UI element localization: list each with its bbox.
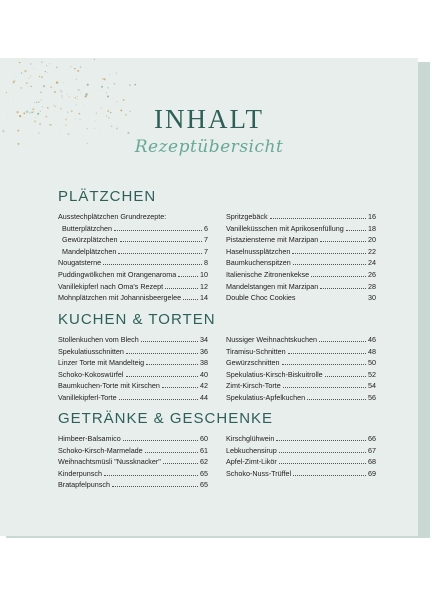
dot-leader — [325, 376, 366, 377]
toc-entry — [58, 479, 208, 491]
toc-entry — [58, 281, 208, 293]
toc-entry-title: Mohnplätzchen mit Johannisbeergelee — [58, 293, 182, 303]
toc-entry — [58, 257, 208, 269]
toc-entry-title: Weihnachtsmüsli "Nussknacker" — [58, 457, 161, 467]
dot-leader — [346, 230, 366, 231]
toc-entry-title: Spritzgebäck — [226, 212, 268, 221]
dot-leader — [293, 475, 366, 476]
toc-entry — [226, 445, 376, 457]
toc-entry — [226, 211, 376, 223]
toc-column-left — [58, 334, 208, 404]
toc-entry — [226, 456, 376, 468]
toc-entry-page-number: 30 — [368, 293, 376, 303]
dot-leader — [165, 288, 198, 289]
toc-entry — [58, 269, 208, 281]
toc-entry-title: Kinderpunsch — [58, 468, 102, 478]
dot-leader — [320, 241, 366, 242]
toc-column-left — [58, 433, 208, 491]
toc-entry-page-number: 7 — [204, 235, 208, 245]
toc-entry-title: Mandelplätzchen — [62, 246, 117, 256]
toc-entry — [226, 234, 376, 246]
toc-entry-page-number: 36 — [200, 346, 208, 356]
section-heading: PLÄTZCHEN — [58, 188, 157, 205]
toc-entry-page-number: 67 — [368, 445, 376, 455]
toc-entry-title: Haselnussplätzchen — [226, 246, 291, 256]
toc-entry-page-number: 62 — [200, 457, 208, 467]
toc-entry-page-number: 66 — [368, 434, 376, 443]
toc-entry — [58, 211, 208, 223]
dot-leader — [320, 288, 366, 289]
toc-entry — [226, 380, 376, 392]
toc-entry — [58, 234, 208, 246]
toc-entry-title: Spekulatius-Apfelkuchen — [226, 392, 306, 402]
dot-leader — [276, 440, 366, 441]
toc-entry-page-number: 16 — [368, 212, 376, 221]
dot-leader — [183, 299, 198, 300]
toc-entry-page-number: 24 — [368, 258, 376, 268]
toc-entry-title: Schoko-Nuss-Trüffel — [226, 468, 292, 478]
toc-entry — [226, 269, 376, 281]
toc-entry-page-number: 22 — [368, 246, 376, 256]
toc-entry — [58, 346, 208, 358]
toc-entry-page-number: 69 — [368, 468, 376, 478]
dot-leader — [279, 463, 366, 464]
toc-entry — [58, 445, 208, 457]
toc-entry — [58, 433, 208, 445]
toc-entry-page-number: 18 — [368, 223, 376, 233]
toc-entry-title: Puddingwölkchen mit Orangenaroma — [58, 269, 177, 279]
toc-entry-title: Spekulatius-Kirsch-Biskuitrolle — [226, 369, 323, 379]
toc-entry-page-number: 44 — [200, 392, 208, 402]
toc-entry-title: Schoko-Kokoswürfel — [58, 369, 124, 379]
dot-leader — [279, 452, 366, 453]
dot-leader — [163, 463, 198, 464]
dot-leader — [311, 276, 366, 277]
dot-leader — [103, 264, 202, 265]
section-heading: GETRÄNKE & GESCHENKE — [58, 410, 274, 427]
dot-leader — [126, 353, 198, 354]
toc-entry — [58, 223, 208, 235]
dot-leader — [146, 364, 198, 365]
dot-leader — [283, 387, 366, 388]
toc-entry — [226, 357, 376, 369]
toc-entry-title: Stollenkuchen vom Blech — [58, 335, 139, 344]
dot-leader — [319, 341, 366, 342]
toc-column-left — [58, 211, 208, 304]
toc-entry-title: Gewürzplätzchen — [62, 235, 118, 245]
toc-entry-title: Double Choc Cookies — [226, 293, 296, 303]
toc-entry-page-number: 20 — [368, 235, 376, 245]
page-title: INHALT — [154, 104, 264, 134]
toc-entry — [58, 468, 208, 480]
toc-entry-page-number: 12 — [200, 281, 208, 291]
dot-leader — [162, 387, 198, 388]
toc-entry-page-number: 38 — [200, 358, 208, 368]
toc-entry-title: Himbeer-Balsamico — [58, 434, 121, 443]
toc-entry — [226, 433, 376, 445]
toc-entry — [226, 257, 376, 269]
toc-entry-title: Apfel-Zimt-Likör — [226, 457, 277, 467]
dot-leader — [123, 440, 198, 441]
toc-entry-title: Linzer Torte mit Mandelteig — [58, 358, 145, 368]
toc-entry-page-number: 7 — [204, 246, 208, 256]
toc-entry-title: Schoko-Kirsch-Marmelade — [58, 445, 143, 455]
toc-entry-page-number: 14 — [200, 293, 208, 303]
toc-entry — [58, 246, 208, 258]
toc-entry-page-number: 6 — [204, 223, 208, 233]
toc-entry — [226, 392, 376, 404]
dot-leader — [141, 341, 198, 342]
toc-entry-title: Vanilleküsschen mit Aprikosenfüllung — [226, 223, 344, 233]
toc-entry-page-number: 40 — [200, 369, 208, 379]
toc-entry-page-number: 34 — [200, 335, 208, 344]
toc-entry — [58, 380, 208, 392]
toc-entry-page-number: 50 — [368, 358, 376, 368]
toc-entry-page-number: 54 — [368, 381, 376, 391]
toc-entry-page-number: 60 — [200, 434, 208, 443]
toc-entry-page-number: 28 — [368, 281, 376, 291]
toc-entry-page-number: 48 — [368, 346, 376, 356]
dot-leader — [126, 376, 198, 377]
toc-entry-title: Lebkuchensirup — [226, 445, 277, 455]
dot-leader — [288, 353, 366, 354]
toc-entry-title: Bratapfelpunsch — [58, 480, 110, 490]
toc-entry-page-number: 8 — [204, 258, 208, 268]
dot-leader — [293, 264, 366, 265]
toc-entry-page-number: 46 — [368, 335, 376, 344]
toc-entry-title: Zimt-Kirsch-Torte — [226, 381, 281, 391]
toc-entry-page-number: 68 — [368, 457, 376, 467]
dot-leader — [120, 241, 202, 242]
toc-entry-title: Gewürzschnitten — [226, 358, 280, 368]
toc-entry — [226, 281, 376, 293]
toc-entry — [226, 223, 376, 235]
toc-entry-title: Spekulatiusschnitten — [58, 346, 124, 356]
dot-leader — [270, 218, 366, 219]
toc-entry-title: Vanillekipferl nach Oma's Rezept — [58, 281, 164, 291]
toc-entry-title: Vanillekipferl-Torte — [58, 392, 117, 402]
toc-entry-page-number: 56 — [368, 392, 376, 402]
toc-entry — [226, 334, 376, 346]
page-subtitle: Rezeptübersicht — [134, 137, 284, 157]
toc-entry-title: Tiramisu-Schnitten — [226, 346, 286, 356]
toc-entry-title: Pistaziensterne mit Marzipan — [226, 235, 319, 245]
toc-column-right — [226, 334, 376, 404]
toc-entry — [58, 292, 208, 304]
toc-entry-page-number: 26 — [368, 269, 376, 279]
toc-entry-title: Mandelstangen mit Marzipan — [226, 281, 319, 291]
toc-entry — [226, 292, 376, 304]
toc-entry-title: Butterplätzchen — [62, 223, 112, 233]
toc-entry — [226, 346, 376, 358]
dot-leader — [119, 399, 198, 400]
toc-entry — [58, 456, 208, 468]
dot-leader — [104, 475, 198, 476]
toc-entry — [58, 369, 208, 381]
toc-column-right — [226, 433, 376, 491]
dot-leader — [307, 399, 366, 400]
toc-entry — [58, 334, 208, 346]
dot-leader — [118, 253, 202, 254]
dot-leader — [114, 230, 202, 231]
section-getraenke-geschenke — [58, 410, 376, 491]
toc-entry — [226, 369, 376, 381]
section-kuchen-torten — [58, 311, 376, 404]
toc-entry-title: Ausstechplätzchen Grundrezepte: — [58, 212, 167, 221]
section-heading: KUCHEN & TORTEN — [58, 311, 216, 328]
dot-leader — [112, 486, 198, 487]
toc-entry — [226, 468, 376, 480]
section-plaetzchen — [58, 188, 376, 304]
toc-entry-title: Baumkuchen-Torte mit Kirschen — [58, 381, 160, 391]
dot-leader — [282, 364, 366, 365]
dot-leader — [145, 452, 198, 453]
toc-column-right — [226, 211, 376, 304]
toc-entry-page-number: 65 — [200, 468, 208, 478]
toc-entry — [226, 246, 376, 258]
toc-entry-title: Kirschglühwein — [226, 434, 275, 443]
toc-entry-page-number: 42 — [200, 381, 208, 391]
dot-leader — [178, 276, 198, 277]
toc-entry-title: Nussiger Weihnachtskuchen — [226, 335, 317, 344]
toc-entry-title: Italienische Zitronenkekse — [226, 269, 310, 279]
dot-leader — [292, 253, 366, 254]
toc-entry — [58, 357, 208, 369]
toc-entry-page-number: 52 — [368, 369, 376, 379]
book-page — [0, 58, 418, 536]
toc-entry — [58, 392, 208, 404]
toc-entry-page-number: 65 — [200, 480, 208, 490]
toc-entry-title: Nougatsterne — [58, 258, 102, 268]
toc-entry-title: Baumkuchenspitzen — [226, 258, 291, 268]
toc-entry-page-number: 10 — [200, 269, 208, 279]
toc-entry-page-number: 61 — [200, 445, 208, 455]
